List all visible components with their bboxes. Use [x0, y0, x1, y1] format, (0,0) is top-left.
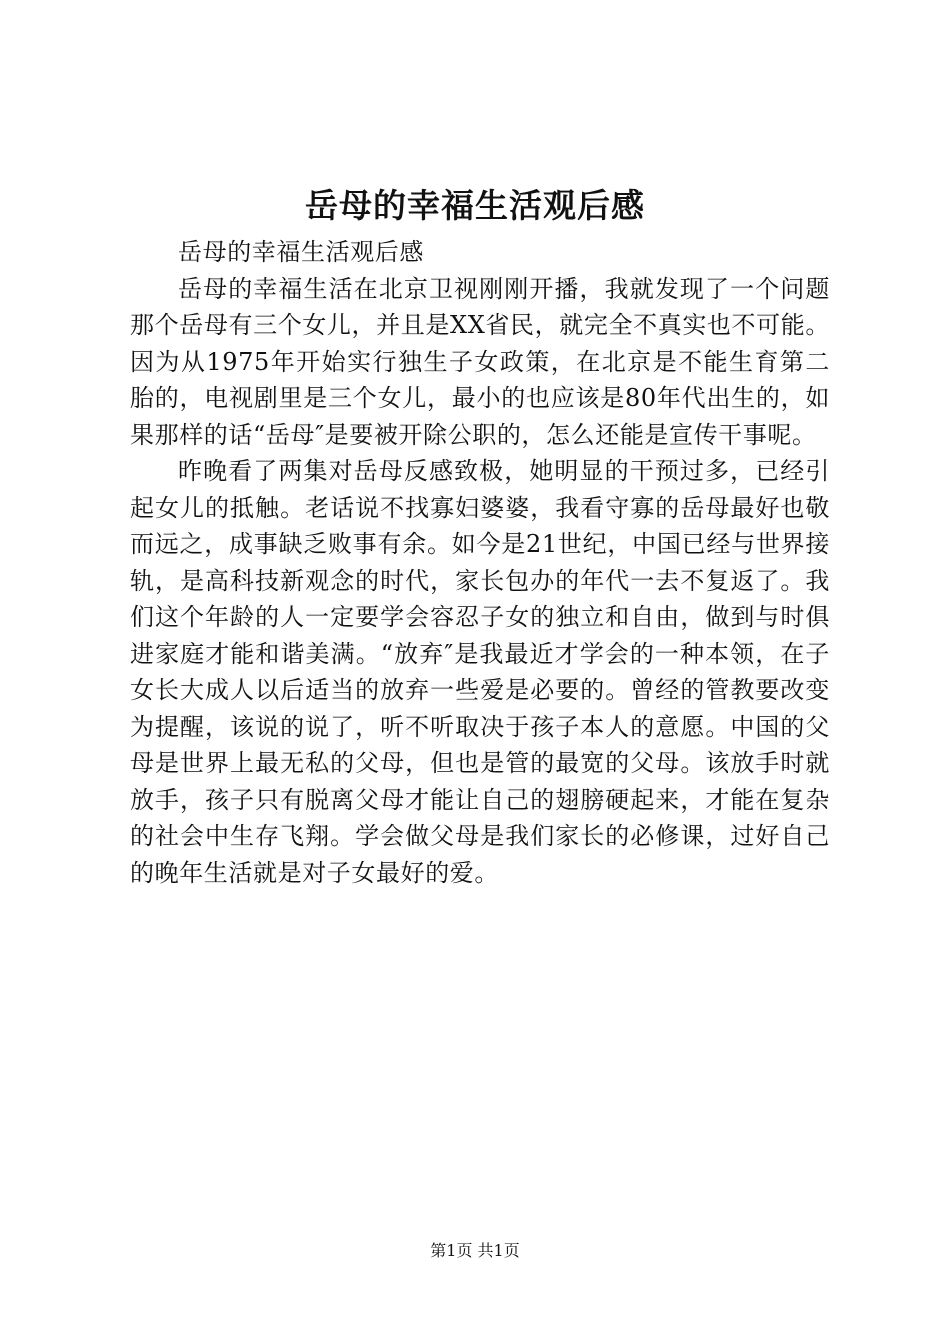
document-body — [130, 234, 830, 891]
paragraph-1: 岳母的幸福生活在北京卫视刚刚开播，我就发现了一个问题那个岳母有三个女儿，并且是XX省民，就完全不真实也不可能。因为从1975年开始实行独生子女政策，在北京是不能生育第二胎的，电视剧里是三个女儿，最小的也应该是80年代出生的，如果那样的话“岳母″是要被开除公职的，怎么还能是宣传干事呢。 — [130, 274, 830, 449]
document-title: 岳母的幸福生活观后感 — [305, 186, 645, 225]
paragraph-2: 昨晚看了两集对岳母反感致极，她明显的干预过多，已经引起女儿的抵触。老话说不找寡妇婆婆，我看守寡的岳母最好也敬而远之，成事缺乏败事有余。如今是21世纪，中国已经与世界接轨，是高科技新观念的时代，家长包办的年代一去不复返了。我们这个年龄的人一定要学会容忍子女的独立和自由，做到与时俱进家庭才能和谐美满。“放弃″是我最近才学会的一种本领，在子女长大成人以后适当的放弃一些爱是必要的。曾经的管教要改变为提醒，该说的说了，听不听取决于孩子本人的意愿。中国的父母是世界上最无私的父母，但也是管的最宽的父母。该放手时就放手，孩子只有脱离父母才能让自己的翅膀硬起来，才能在复杂的社会中生存飞翔。学会做父母是我们家长的必修课，过好自己的晚年生活就是对子女最好的爱。 — [130, 457, 830, 887]
page-number-footer: 第1页 共1页 — [430, 1241, 520, 1260]
paragraph-subtitle: 岳母的幸福生活观后感 — [178, 238, 424, 266]
